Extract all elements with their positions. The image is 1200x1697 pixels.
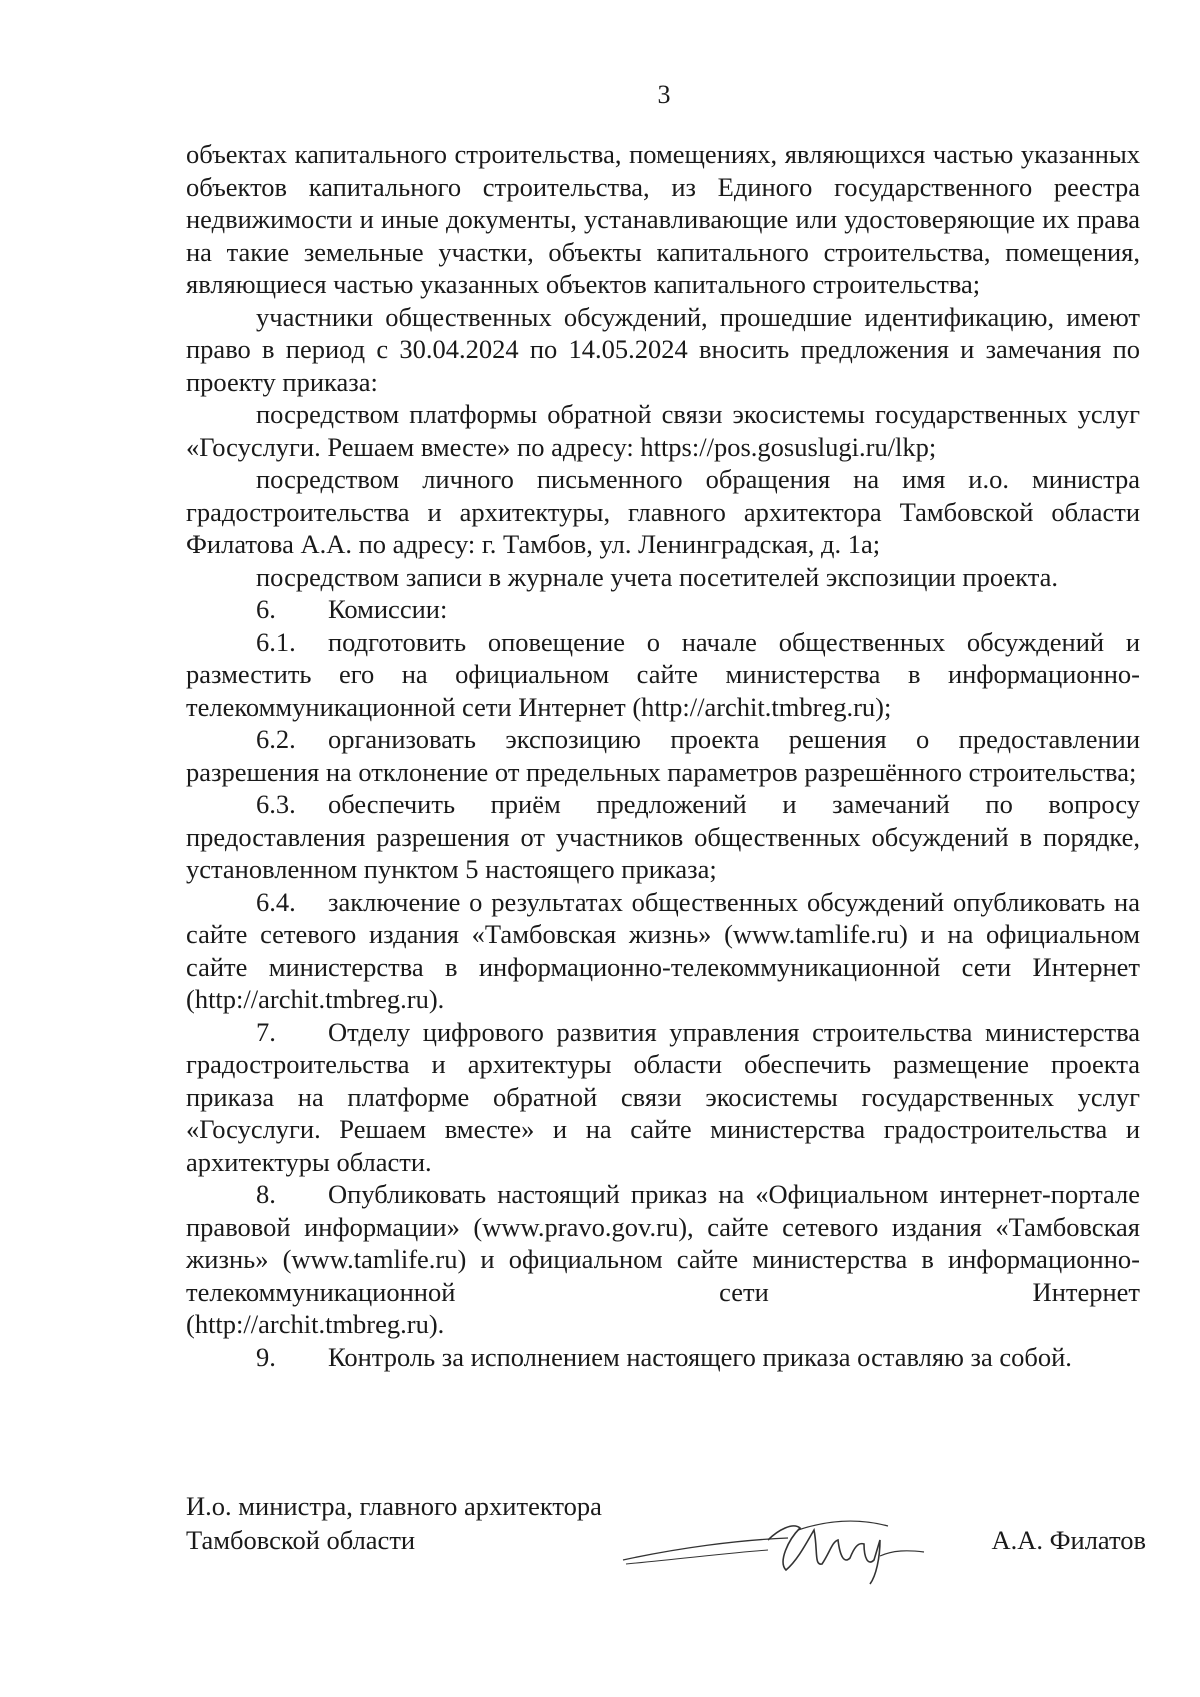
item-6-1 [186,626,1140,724]
item-6-4 [186,886,1140,1016]
item-text: Опубликовать настоящий приказ на «Официальном интернет-портале правовой информации» (www.pravo.gov.ru), сайте сетевого издания «Тамбовская жизнь» (www.tamlife.ru) и официальном сайте министерства в информационно-телекоммуникационной сети Интернет [186,1179,1140,1307]
item-text: Комиссии: [328,594,448,624]
item-7 [186,1016,1140,1179]
item-number: 9. [256,1341,276,1372]
item-text: заключение о результатах общественных обсуждений опубликовать на сайте сетевого издания «Тамбовская жизнь» (www.tamlife.ru) и на официальном сайте министерства в информационно-телекоммуникационной сети Интернет (http://archit.tmbreg.ru). [186,886,1140,1014]
signatory-name: А.А. Филатов [991,1525,1146,1555]
item-number: 6.4. [256,886,296,917]
paragraph-via-platform: посредством платформы обратной связи экосистемы государственных услуг «Госуслуги. Решаем вместе» по адресу: https://pos.gosuslugi.ru/lkp; [186,399,1140,462]
item-number: 8. [256,1179,276,1209]
item-number: 6. [256,594,276,624]
signatory-region: Тамбовской области [186,1525,416,1555]
paragraph-continuation: объектах капитального строительства, помещениях, являющихся частью указанных объектов капитального строительства, из Единого государственного реестра недвижимости и иные документы, устанавливающие или удостоверяющие их права на такие земельные участки, объекты капитального строительства, помещения, являющиеся частью указанных объектов капитального строительства; [186,139,1140,299]
item-8 [186,1178,1140,1308]
item-9 [186,1341,1140,1374]
item-6-2 [186,723,1140,788]
item-text: Отделу цифрового развития управления строительства министерства градостроительства и архитектуры области обеспечить размещение проекта приказа на платформе обратной связи экосистемы государственных услуг «Госуслуги. Решаем вместе» и на сайте министерства градостроительства и архитектуры области. [186,1016,1140,1177]
signatory-position: И.о. министра, главного архитектора [186,1491,602,1521]
item-number: 6.2. [256,724,296,754]
paragraph-participants-rights: участники общественных обсуждений, прошедшие идентификацию, имеют право в период с 30.04.2024 по 14.05.2024 вносить предложения и замечания по проекту приказа: [186,301,1140,397]
page-number: 3 [657,80,671,109]
item-text: организовать экспозицию проекта решения о предоставлении разрешения на отклонение от предельных параметров разрешённого строительства; [186,724,1140,787]
item-8-tail: (http://archit.tmbreg.ru). [186,1309,445,1339]
paragraph-via-journal: посредством записи в журнале учета посетителей экспозиции проекта. [256,561,1059,592]
paragraph-via-letter: посредством личного письменного обращения на имя и.о. министра градостроительства и архитектуры, главного архитектора Тамбовской области Филатова А.А. по адресу: г. Тамбов, ул. Ленинградская, д. 1а; [186,464,1140,559]
item-text: обеспечить приём предложений и замечаний по вопросу предоставления разрешения от участников общественных обсуждений в порядке, установленном пунктом 5 настоящего приказа; [186,789,1140,884]
item-6-3 [186,788,1140,886]
item-text: подготовить оповещение о начале общественных обсуждений и разместить его на официальном сайте министерства в информационно-телекоммуникационной сети Интернет (http://archit.tmbreg.ru); [186,626,1140,722]
item-6 [186,593,1140,626]
item-text: Контроль за исполнением настоящего приказа оставляю за собой. [328,1341,1072,1372]
signature-block [186,1490,1146,1590]
item-number: 6.1. [256,626,296,657]
item-number: 7. [256,1016,276,1047]
document-body [186,138,1140,1373]
handwritten-signature [618,1500,928,1590]
item-number: 6.3. [256,789,296,819]
